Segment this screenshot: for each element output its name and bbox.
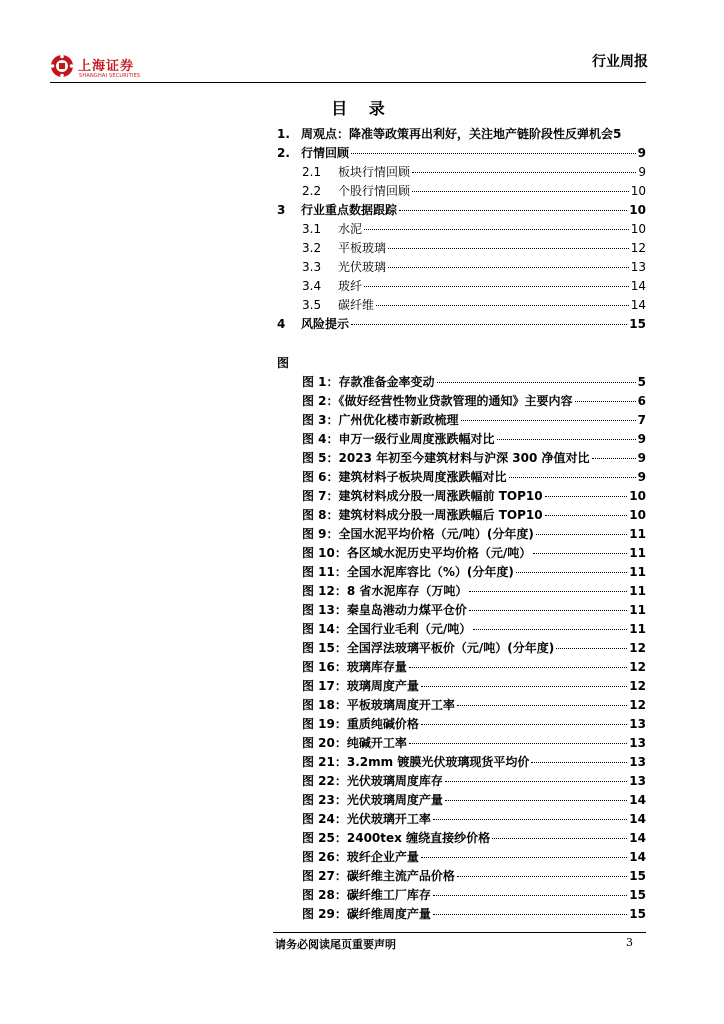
toc-leader-dots — [433, 819, 627, 820]
figure-entry-label: 图 20：纯碱开工率 — [302, 736, 407, 750]
toc-entry-number: 3.3 — [302, 260, 322, 274]
toc-leader-dots — [388, 248, 629, 249]
toc-entry-number: 2.1 — [302, 165, 322, 179]
toc-title: 目 录 — [331, 99, 393, 118]
toc-leader-dots — [509, 477, 636, 478]
toc-leader-dots — [351, 153, 636, 154]
figure-entry-page: 9 — [637, 432, 646, 446]
toc-entry[interactable] — [302, 296, 646, 314]
toc-leader-dots — [461, 420, 636, 421]
figure-entry[interactable] — [302, 772, 646, 790]
toc-leader-dots — [388, 267, 629, 268]
toc-entry-number: 2.2 — [302, 184, 322, 198]
report-type: 行业周报 — [592, 54, 648, 70]
figure-entry[interactable] — [302, 791, 646, 809]
figure-entry[interactable] — [302, 905, 646, 923]
figure-entry-page: 11 — [629, 622, 646, 636]
toc-leader-dots — [457, 876, 627, 877]
toc-leader-dots — [556, 648, 627, 649]
figure-entry[interactable] — [302, 658, 646, 676]
toc-entry-page: 9 — [638, 165, 646, 179]
figure-entry-page: 14 — [629, 850, 646, 864]
figure-entry[interactable] — [302, 715, 646, 733]
figure-entry[interactable] — [302, 468, 646, 486]
figure-entry[interactable] — [302, 506, 646, 524]
figure-entry-page: 11 — [629, 603, 646, 617]
figure-entry[interactable] — [302, 886, 646, 904]
figure-entry[interactable] — [302, 753, 646, 771]
logo-chinese-name: 上海证券 — [78, 59, 135, 74]
toc-leader-dots — [536, 534, 627, 535]
toc-entry-label: 周观点：降准等政策再出利好，关注地产链阶段性反弹机会 — [301, 127, 614, 141]
toc-leader-dots — [399, 210, 627, 211]
toc-leader-dots — [409, 743, 627, 744]
figure-entry-label: 图 8：建筑材料成分股一周涨跌幅后 TOP10 — [302, 508, 543, 522]
toc-entry-label: 水泥 — [338, 222, 363, 236]
figure-entry-label: 图 9：全国水泥平均价格（元/吨）(分年度) — [302, 527, 534, 541]
toc-leader-dots — [545, 515, 628, 516]
toc-leader-dots — [592, 458, 636, 459]
figure-entry-page: 13 — [629, 774, 646, 788]
page-header — [50, 48, 650, 88]
figure-entry-page: 10 — [629, 489, 646, 503]
figure-entry-page: 9 — [637, 470, 646, 484]
footer-divider — [273, 932, 646, 933]
toc-entry[interactable] — [302, 239, 646, 257]
toc-leader-dots — [364, 229, 629, 230]
toc-entry-page: 10 — [629, 203, 646, 217]
figure-entry-page: 11 — [629, 527, 646, 541]
toc-entry-page: 15 — [629, 317, 646, 331]
toc-entry[interactable] — [277, 201, 646, 219]
figure-entry-page: 5 — [637, 375, 646, 389]
figure-entry[interactable] — [302, 411, 646, 429]
toc-entry-label: 玻纤 — [338, 279, 363, 293]
figure-entry-page: 13 — [629, 736, 646, 750]
figure-entry-label: 图 16：玻璃库存量 — [302, 660, 407, 674]
figure-entry-page: 13 — [629, 755, 646, 769]
toc-entry-number: 3.5 — [302, 298, 322, 312]
figure-entry-page: 11 — [629, 565, 646, 579]
figure-entry-label: 图 12：8 省水泥库存（万吨） — [302, 584, 468, 598]
figure-entry-label: 图 22：光伏玻璃周度库存 — [302, 774, 443, 788]
figure-entry-label: 图 27：碳纤维主流产品价格 — [302, 869, 455, 883]
toc-leader-dots — [533, 553, 627, 554]
figure-entry[interactable] — [302, 582, 646, 600]
toc-leader-dots — [409, 667, 627, 668]
figure-entry-page: 12 — [629, 641, 646, 655]
toc-entry-page: 10 — [630, 184, 646, 198]
toc-entry-page: 14 — [630, 298, 646, 312]
toc-entry-label: 板块行情回顾 — [338, 165, 411, 179]
figure-entry-page: 12 — [629, 679, 646, 693]
toc-leader-dots — [421, 724, 627, 725]
toc-leader-dots — [492, 838, 627, 839]
figure-entry-label: 图 28：碳纤维工厂库存 — [302, 888, 431, 902]
page-number: 3 — [626, 936, 633, 949]
figure-entry-label: 图 5：2023 年初至今建筑材料与沪深 300 净值对比 — [302, 451, 590, 465]
figure-entry-page: 14 — [629, 793, 646, 807]
figure-entry[interactable] — [302, 373, 646, 391]
toc-leader-dots — [469, 610, 627, 611]
figure-entry[interactable] — [302, 867, 646, 885]
figure-entry-label: 图 26：玻纤企业产量 — [302, 850, 419, 864]
toc-leader-dots — [445, 800, 627, 801]
toc-entry-label: 个股行情回顾 — [338, 184, 411, 198]
figure-entry-page: 15 — [629, 888, 646, 902]
toc-entry-number: 3 — [277, 203, 286, 217]
toc-leader-dots — [516, 572, 627, 573]
figure-entry[interactable] — [302, 449, 646, 467]
toc-leader-dots — [364, 286, 629, 287]
figure-entry-page: 12 — [629, 660, 646, 674]
toc-leader-dots — [497, 439, 636, 440]
toc-entry-label: 风险提示 — [301, 317, 350, 331]
toc-entry-label: 行情回顾 — [301, 146, 350, 160]
figure-entry-page: 15 — [629, 907, 646, 921]
toc-leader-dots — [575, 401, 636, 402]
figure-entry-label: 图 17：玻璃周度产量 — [302, 679, 419, 693]
toc-leader-dots — [433, 895, 627, 896]
toc-leader-dots — [412, 172, 636, 173]
figure-entry[interactable] — [302, 696, 646, 714]
figure-entry[interactable] — [302, 487, 646, 505]
toc-entry-number: 2. — [277, 146, 290, 160]
toc-leader-dots — [531, 762, 627, 763]
toc-entry-number: 1. — [277, 127, 290, 141]
toc-entry-page: 12 — [630, 241, 646, 255]
toc-entry-number: 3.2 — [302, 241, 322, 255]
figure-entry[interactable] — [302, 392, 646, 410]
figure-entry-page: 14 — [629, 831, 646, 845]
toc-entry-number: 3.1 — [302, 222, 322, 236]
figure-entry-label: 图 14：全国行业毛利（元/吨） — [302, 622, 472, 636]
figure-entry-label: 图 6：建筑材料子板块周度涨跌幅对比 — [302, 470, 507, 484]
toc-entry[interactable] — [277, 125, 646, 143]
figure-entry-label: 图 13：秦皇岛港动力煤平仓价 — [302, 603, 467, 617]
figure-entry-label: 图 18：平板玻璃周度开工率 — [302, 698, 455, 712]
figure-entry[interactable] — [302, 601, 646, 619]
toc-leader-dots — [457, 705, 627, 706]
figure-entry-label: 图 2：《做好经营性物业贷款管理的通知》主要内容 — [302, 394, 573, 408]
figure-entry[interactable] — [302, 829, 646, 847]
figure-entry[interactable] — [302, 620, 646, 638]
figure-entry-label: 图 7：建筑材料成分股一周涨跌幅前 TOP10 — [302, 489, 543, 503]
figure-entry-page: 6 — [637, 394, 646, 408]
figure-entry-label: 图 24：光伏玻璃开工率 — [302, 812, 431, 826]
figure-entry-label: 图 19：重质纯碱价格 — [302, 717, 419, 731]
toc-leader-dots — [545, 496, 628, 497]
figure-entry[interactable] — [302, 677, 646, 695]
toc-leader-dots — [421, 857, 627, 858]
toc-entry-label: 平板玻璃 — [338, 241, 387, 255]
figure-entry-page: 14 — [629, 812, 646, 826]
disclaimer-note: 请务必阅读尾页重要声明 — [275, 938, 396, 951]
toc-leader-dots — [412, 191, 629, 192]
toc-entry-number: 3.4 — [302, 279, 322, 293]
toc-entry-page: 13 — [630, 260, 646, 274]
figure-entry-page: 10 — [629, 508, 646, 522]
figure-entry-page: 11 — [629, 584, 646, 598]
toc-entry[interactable] — [302, 277, 646, 295]
figure-entry-label: 图 21：3.2mm 镀膜光伏玻璃现货平均价 — [302, 755, 530, 769]
toc-entry-label: 光伏玻璃 — [338, 260, 387, 274]
figure-entry[interactable] — [302, 639, 646, 657]
logo-english-name: SHANGHAI SECURITIES — [79, 73, 141, 79]
figure-list-heading: 图 — [277, 356, 290, 370]
header-divider — [50, 82, 646, 83]
toc-entry-number: 4 — [277, 317, 286, 331]
toc-leader-dots — [351, 324, 627, 325]
toc-entry-page: 9 — [637, 146, 646, 160]
figure-entry-label: 图 4：申万一级行业周度涨跌幅对比 — [302, 432, 495, 446]
figure-entry-label: 图 3：广州优化楼市新政梳理 — [302, 413, 459, 427]
figure-entry[interactable] — [302, 544, 646, 562]
figure-entry-label: 图 15：全国浮法玻璃平板价（元/吨）(分年度) — [302, 641, 555, 655]
figure-entry-label: 图 29：碳纤维周度产量 — [302, 907, 431, 921]
toc-entry-label: 碳纤维 — [338, 298, 375, 312]
toc-entry[interactable] — [302, 258, 646, 276]
figure-entry-label: 图 1：存款准备金率变动 — [302, 375, 435, 389]
figure-entry[interactable] — [302, 525, 646, 543]
figure-entry-label: 图 10：各区域水泥历史平均价格（元/吨） — [302, 546, 532, 560]
toc-entry[interactable] — [277, 144, 646, 162]
figure-entry-page: 12 — [629, 698, 646, 712]
toc-leader-dots — [473, 629, 627, 630]
figure-entry-label: 图 11：全国水泥库容比（%）(分年度) — [302, 565, 514, 579]
toc-entry[interactable] — [302, 182, 646, 200]
figure-entry[interactable] — [302, 430, 646, 448]
toc-entry-label: 行业重点数据跟踪 — [301, 203, 398, 217]
toc-leader-dots — [421, 686, 627, 687]
figure-entry-page: 15 — [629, 869, 646, 883]
toc-entry[interactable] — [302, 220, 646, 238]
figure-entry[interactable] — [302, 810, 646, 828]
toc-leader-dots — [437, 382, 636, 383]
toc-entry-page: 5 — [613, 127, 622, 141]
figure-entry-page: 13 — [629, 717, 646, 731]
toc-entry[interactable] — [277, 315, 646, 333]
figure-entry[interactable] — [302, 563, 646, 581]
figure-entry-page: 7 — [637, 413, 646, 427]
figure-entry-page: 11 — [629, 546, 646, 560]
toc-entry[interactable] — [302, 163, 646, 181]
toc-entry-page: 10 — [630, 222, 646, 236]
figure-entry-label: 图 25：2400tex 缠绕直接纱价格 — [302, 831, 491, 845]
figure-entry[interactable] — [302, 848, 646, 866]
figure-entry-label: 图 23：光伏玻璃周度产量 — [302, 793, 443, 807]
toc-leader-dots — [445, 781, 627, 782]
toc-leader-dots — [433, 914, 627, 915]
shanghai-securities-logo-icon — [50, 54, 74, 78]
toc-leader-dots — [469, 591, 627, 592]
figure-entry-page: 9 — [637, 451, 646, 465]
toc-entry-page: 14 — [630, 279, 646, 293]
toc-leader-dots — [376, 305, 629, 306]
figure-entry[interactable] — [302, 734, 646, 752]
